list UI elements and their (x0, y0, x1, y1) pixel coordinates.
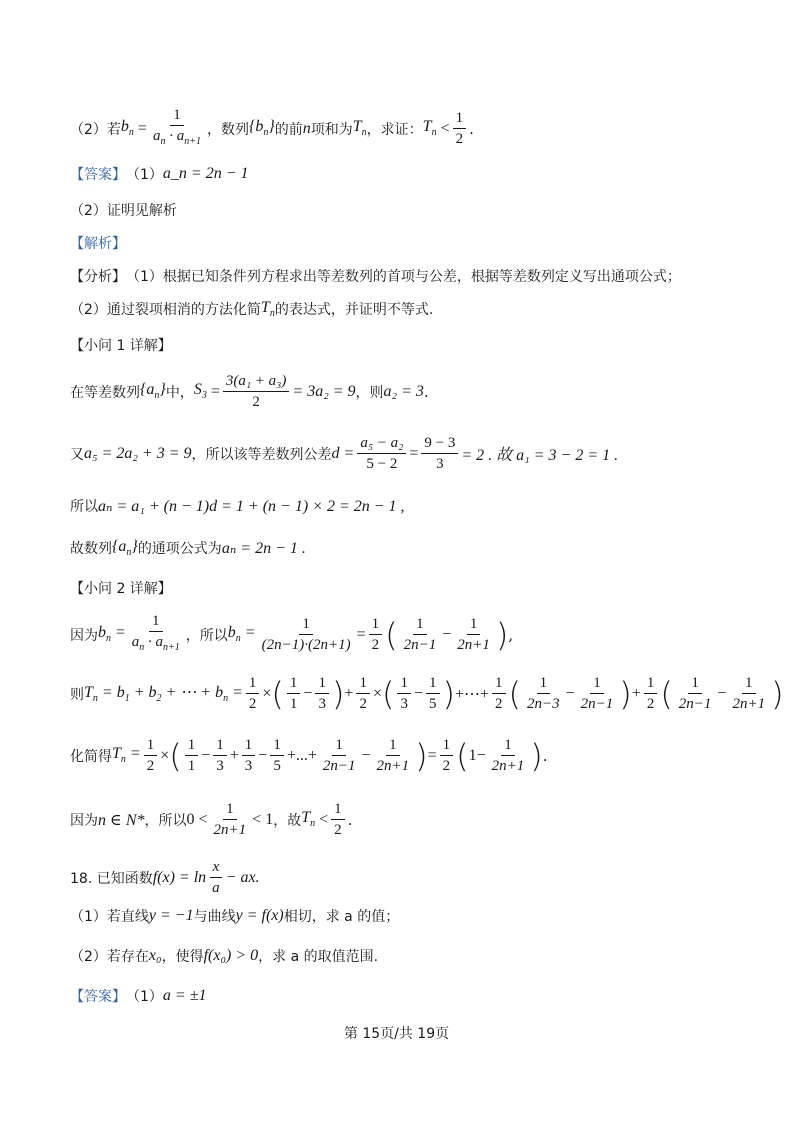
question-2-stem: （2）若 $b_n$ = $\frac{1}{a_n \cdot a_{n+1}}$ ，数列 $\{b_n\}$ 的前 n 项和为 $T_n$ ，求证： $T_n$ < $\frac{1}{2}$ . (70, 107, 474, 147)
sub1-line-2: 又 a₅ = 2a₂ + 3 = 9 ，所以该等差数列公差 d = $\frac{\text{a₅ − a₂}}{5 - 2}$ = $\frac{9 - 3}{3}$ = 2 . 故 a₁ = 3 − 2 = 1 . (70, 435, 619, 472)
question-18-part-1: （1）若直线 y = −1 与曲线 y = f(x) 相切，求 a 的值； (70, 907, 400, 925)
answer-line-1: 【答案】 （1） a_n = 2n − 1 (70, 165, 249, 183)
page-footer: 第 15页/共 19页 (343, 1026, 450, 1042)
question-18-part-2: （2）若存在 x₀ ，使得 f(x₀) > 0 ，求 a 的取值范围. (70, 947, 379, 965)
answer-line-2: （2）证明见解析 (70, 203, 177, 219)
sub2-line-3: 化简得 $T_n$ = $\frac{1}{2}$ × ( $\frac{1}{1}$ − $\frac{1}{3}$ + $\frac{1}{3}$ − $\frac{1}{5}$ +...+ $\frac{1}{2n-1}$ − $\frac{1}{2n+1}$ ) = $\frac{1}{2}$ ( 1− $\frac{1}{2n+1}$ ) . (70, 736, 548, 775)
sub2-heading: 【小问 2 详解】 (70, 581, 172, 597)
analysis-tag: 【解析】 (70, 236, 126, 252)
sub2-line-4: 因为 n ∈ N* ，所以 0 < $\frac{1}{2n+1}$ < 1 ，故 $T_n$ < $\frac{1}{2}$ . (70, 801, 353, 838)
answer-tag: 【答案】 (70, 167, 126, 183)
sub1-heading: 【小问 1 详解】 (70, 338, 172, 354)
fenxi-line-1: 【分析】 （1）根据已知条件列方程求出等差数列的首项与公差，根据等差数列定义写出通项公式； (70, 269, 681, 285)
sub1-line-4: 故数列 $\{a_n\}$ 的通项公式为 aₙ = 2n − 1 . (70, 538, 306, 559)
sub2-line-1: 因为 $b_n$ = $\frac{1}{a_n \cdot a_{n+1}}$ ，所以 $b_n$ = $\frac{1}{(2n-1)\cdot(2n+1)}$ = $\frac{1}{2}$ ( $\frac{1}{2n-1}$ − $\frac{1}{2n+1}$ ) , (70, 613, 514, 654)
sub1-line-3: 所以 aₙ = a₁ + (n − 1)d = 1 + (n − 1) × 2 = 2n − 1 , (70, 498, 405, 515)
sub1-line-1: 在等差数列 $\{a_n\}$ 中， $S_3$ = $\frac{\text{3(a₁ + a₃)}}{2}$ = 3a₂ = 9 ，则 a₂ = 3 . (70, 373, 429, 410)
question-18-answer: 【答案】 （1） a = ±1 (70, 987, 207, 1005)
fenxi-line-2: （2）通过裂项相消的方法化简 $T_n$ 的表达式，并证明不等式. (70, 299, 434, 320)
sub2-line-2: 则 $T_n = b_1 + b_2$ + ⋯ + $b_n$ = $\frac{1}{2}$ × ( $\frac{1}{1}$ − $\frac{1}{3}$ ) + $\frac{1}{2}$ × ( $\frac{1}{3}$ − $\frac{1}{5}$ ) +⋯+ $\frac{1}{2}$ ( $\frac{1}{2n-3}$ − $\frac{1}{2n-1}$ ) + $\frac{1}{2}$ ( $\frac{1}{2n-1}$ − $\frac{1}{2n+1}$ ) (70, 674, 784, 713)
question-18-stem: 18. 已知函数 f(x) = ln $\frac{x}{a}$ − ax. (70, 859, 260, 896)
